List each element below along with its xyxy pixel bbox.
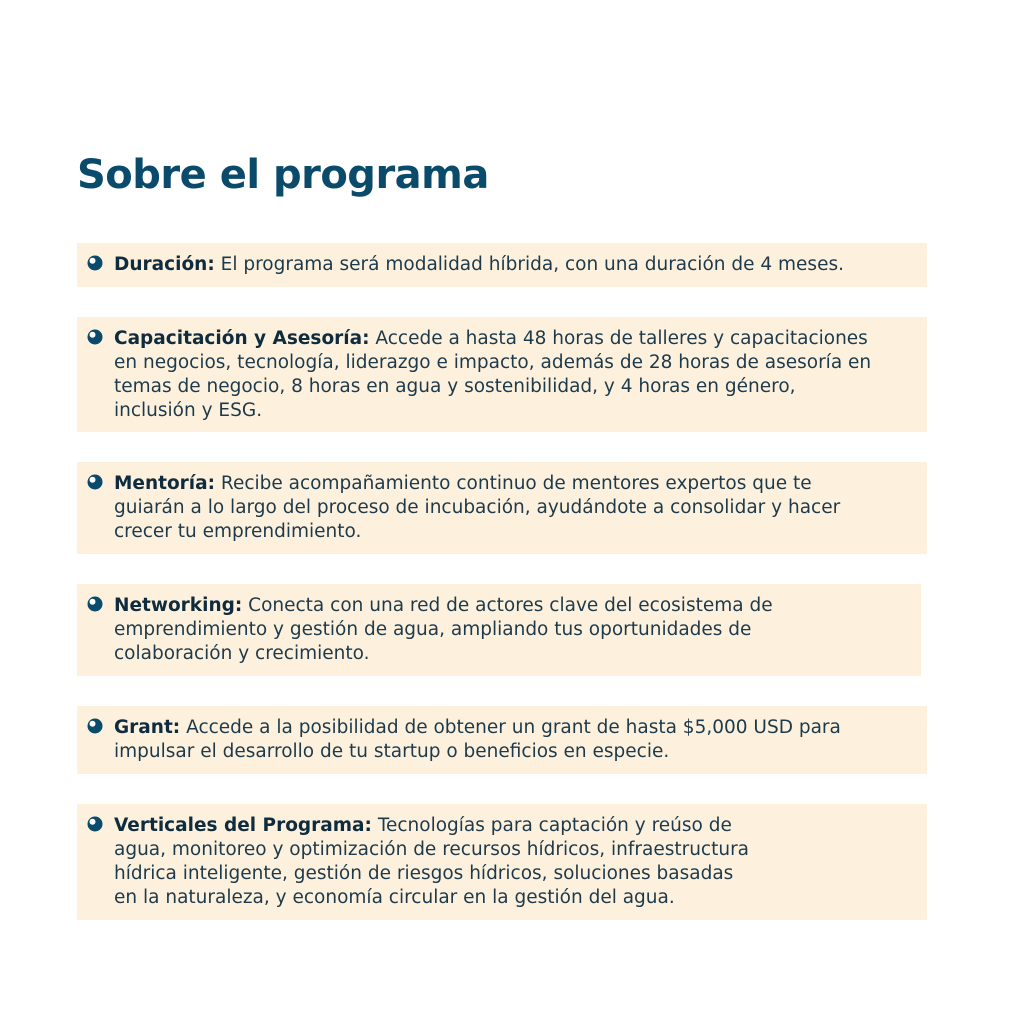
card-text [114,472,915,544]
circle-bullet-icon [86,254,104,272]
card-line: Conecta con una red de actores clave del ecosistema de [248,595,773,616]
card-line: Recibe acompañamiento continuo de mentores expertos que te [220,473,812,494]
card-verticales [77,804,927,920]
circle-bullet-icon [86,815,104,833]
card-line: El programa será modalidad híbrida, con una duración de 4 meses. [220,254,844,275]
card-label: Duración: [114,254,215,275]
circle-bullet-icon [86,717,104,735]
circle-bullet-icon [86,473,104,491]
card-line: en la naturaleza, y economía circular en la gestión del agua. [114,887,675,908]
card-line: emprendimiento y gestión de agua, ampliando tus oportunidades de [114,619,752,640]
card-label: Mentoría: [114,473,216,494]
card-text [114,716,915,764]
card-line: guiarán a lo largo del proceso de incubación, ayudándote a consolidar y hacer [114,497,841,518]
circle-bullet-icon [86,328,104,346]
card-label: Grant: [114,717,181,738]
card-line: inclusión y ESG. [114,400,263,421]
card-line: temas de negocio, 8 horas en agua y sostenibilidad, y 4 horas en género, [114,376,796,397]
card-label: Capacitación y Asesoría: [114,328,370,349]
card-line: en negocios, tecnología, liderazgo e impacto, además de 28 horas de asesoría en [114,352,872,373]
card-capacitacion [77,317,927,432]
card-line: colaboración y crecimiento. [114,643,370,664]
card-line: hídrica inteligente, gestión de riesgos hídricos, soluciones basadas [114,863,734,884]
card-line: impulsar el desarrollo de tu startup o beneficios en especie. [114,741,670,762]
card-text [114,253,915,277]
card-line: Accede a hasta 48 horas de talleres y capacitaciones [375,328,868,349]
card-text [114,327,915,423]
page-title: Sobre el programa [77,152,489,198]
card-line: crecer tu emprendimiento. [114,521,362,542]
card-line: agua, monitoreo y optimización de recursos hídricos, infraestructura [114,839,750,860]
card-networking [77,584,921,676]
circle-bullet-icon [86,595,104,613]
card-line: Accede a la posibilidad de obtener un grant de hasta $5,000 USD para [186,717,841,738]
card-line: Tecnologías para captación y reúso de [377,815,732,836]
card-grant [77,706,927,774]
card-mentoria [77,462,927,554]
card-text [114,814,915,910]
card-text [114,594,909,666]
card-label: Verticales del Programa: [114,815,372,836]
card-label: Networking: [114,595,243,616]
card-duracion [77,243,927,287]
